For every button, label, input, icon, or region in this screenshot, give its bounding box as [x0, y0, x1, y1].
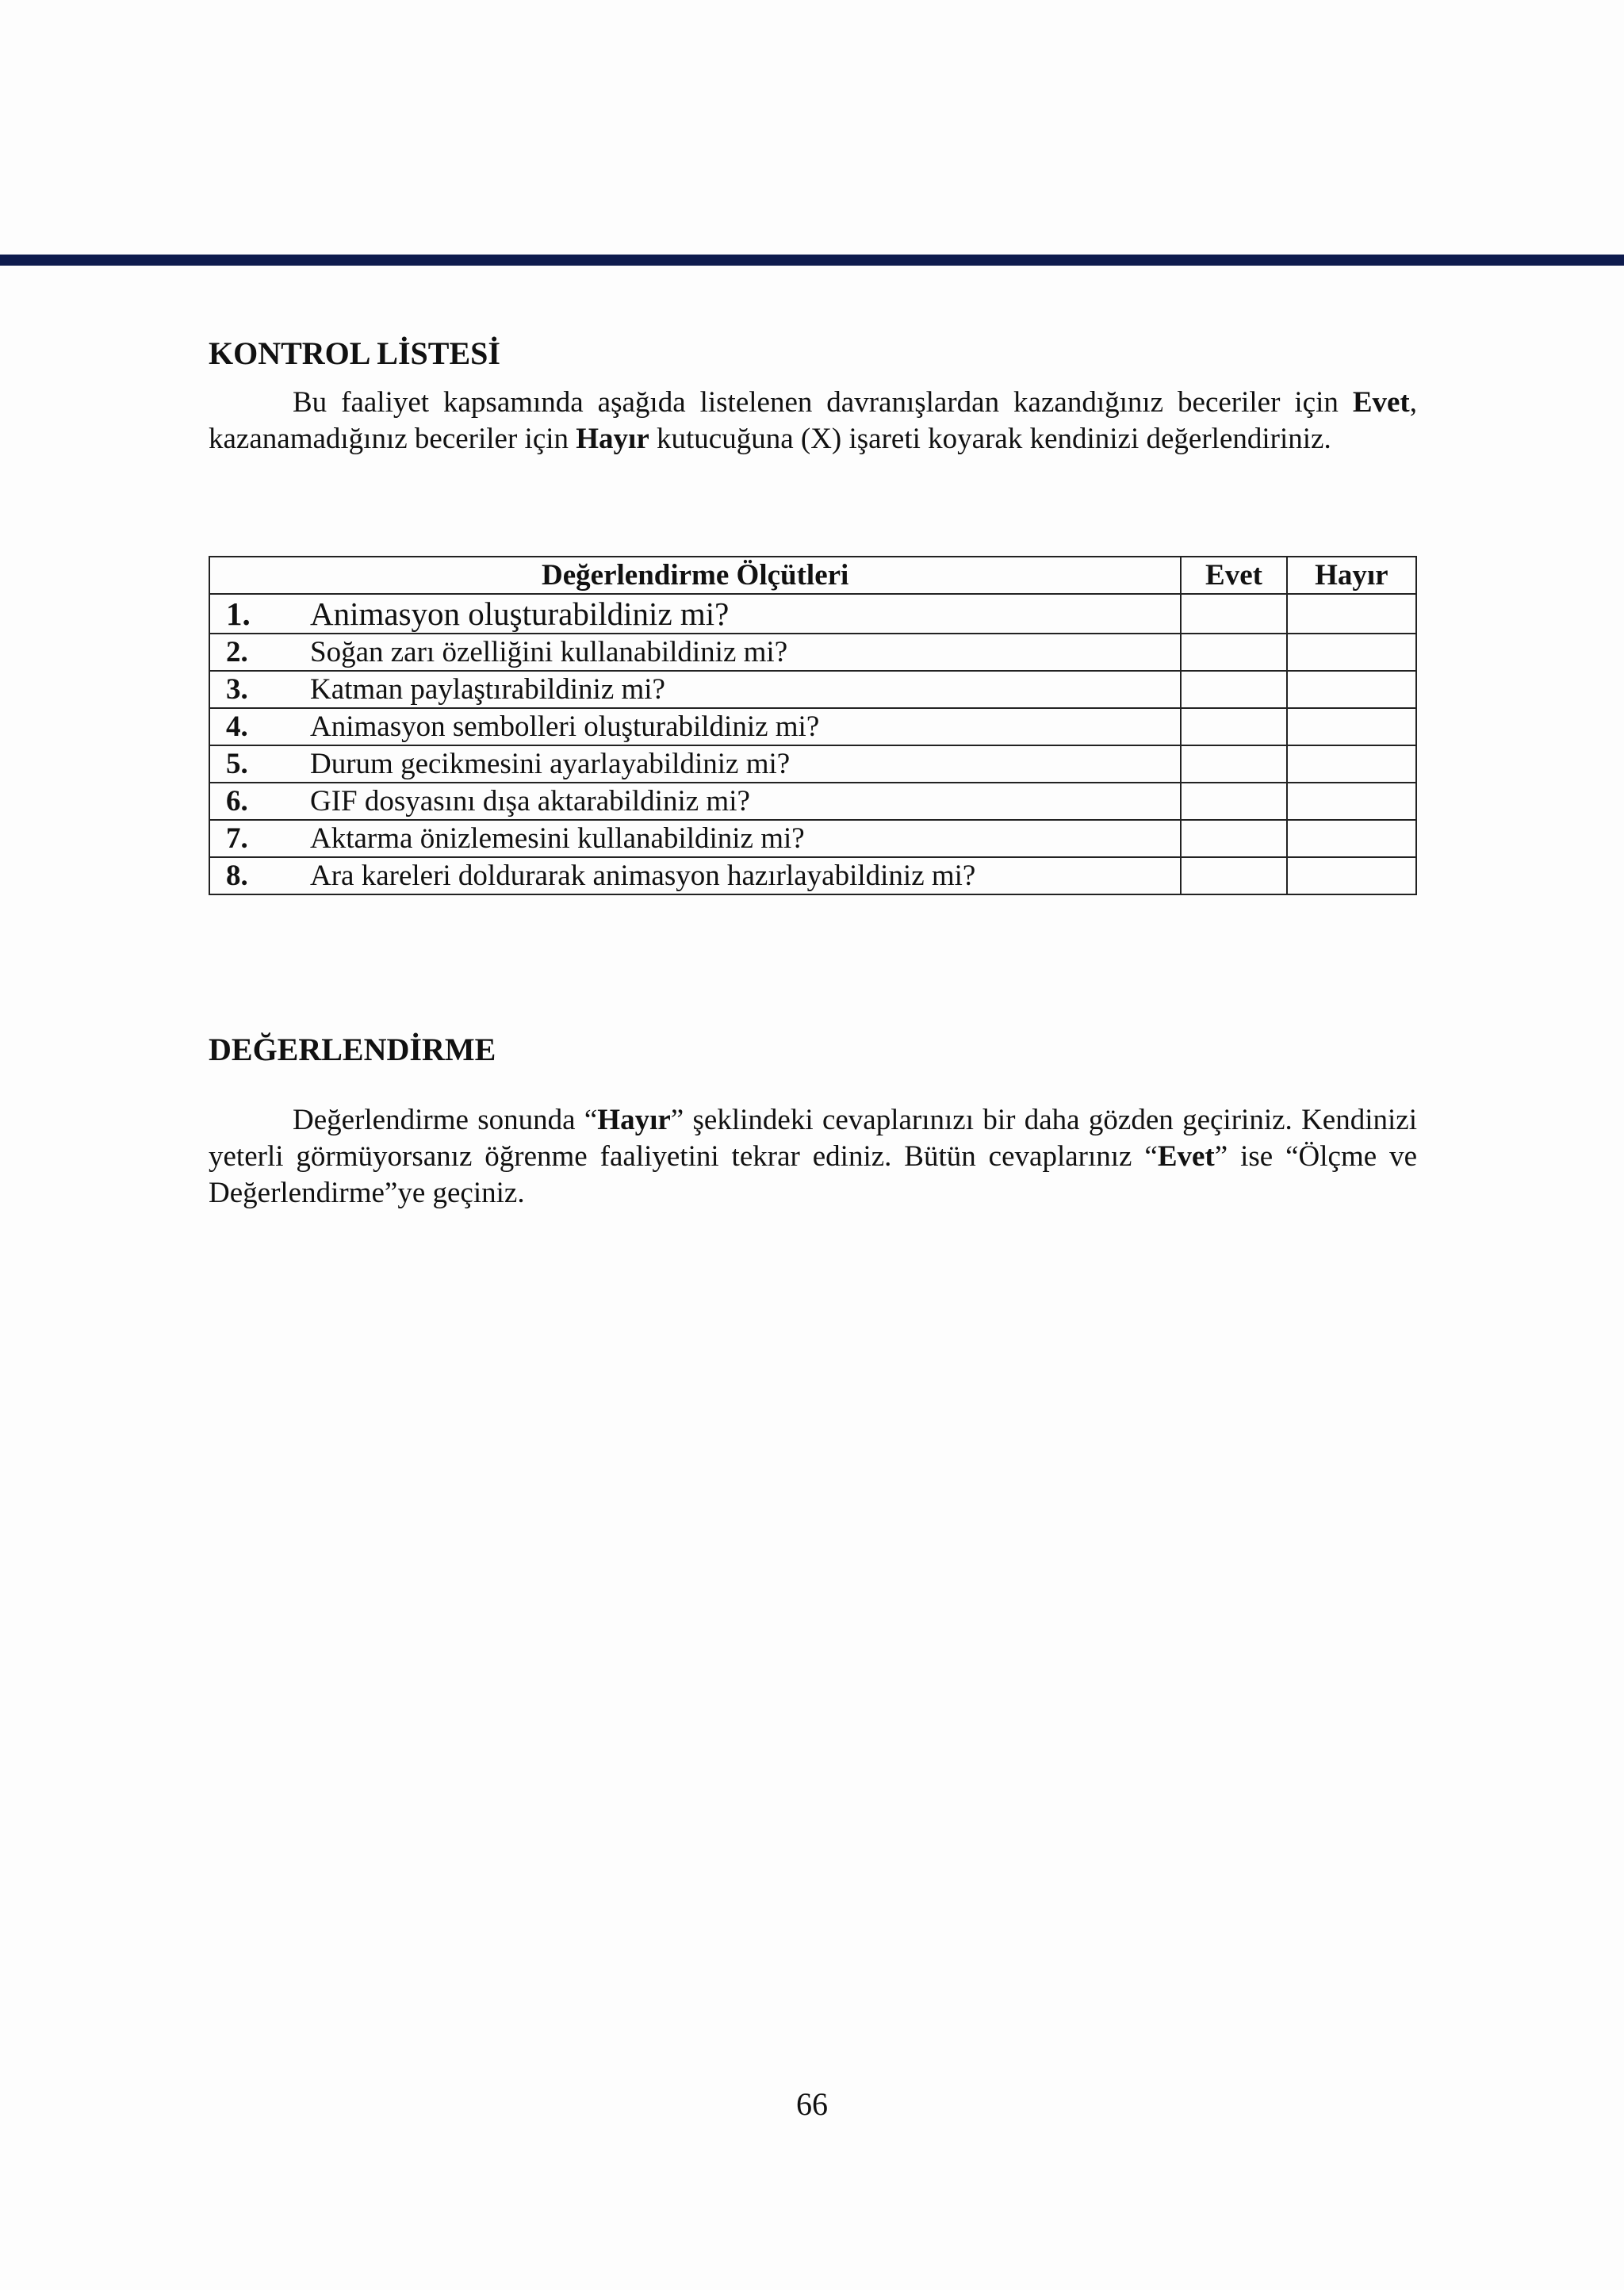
evet-checkbox-cell[interactable]	[1181, 708, 1286, 745]
degerlendirme-title: DEĞERLENDİRME	[209, 1032, 496, 1067]
evet-checkbox-cell[interactable]	[1181, 594, 1286, 634]
criteria-cell	[209, 634, 1181, 671]
degerlendirme-text-1: Değerlendirme sonunda “	[293, 1104, 598, 1136]
row-question: Durum gecikmesini ayarlayabildiniz mi?	[310, 748, 791, 780]
criteria-cell	[209, 708, 1181, 745]
page-number: 66	[796, 2086, 828, 2122]
row-number: 8.	[226, 860, 248, 892]
row-number: 5.	[226, 748, 248, 780]
evet-checkbox-cell[interactable]	[1181, 783, 1286, 820]
evet-checkbox-cell[interactable]	[1181, 634, 1286, 671]
hayir-checkbox-cell[interactable]	[1287, 634, 1416, 671]
hayir-checkbox-cell[interactable]	[1287, 671, 1416, 708]
intro-bold-hayir: Hayır	[576, 423, 649, 455]
criteria-cell	[209, 671, 1181, 708]
header-criteria: Değerlendirme Ölçütleri	[209, 557, 1181, 594]
intro-bold-evet: Evet	[1352, 386, 1410, 419]
table-row	[209, 745, 1416, 783]
checklist-table	[209, 556, 1417, 895]
hayir-checkbox-cell[interactable]	[1287, 708, 1416, 745]
degerlendirme-paragraph	[209, 1102, 1417, 1212]
intro-text-1: Bu faaliyet kapsamında aşağıda listelenen davranışlardan kazandığınız beceriler için	[293, 386, 1353, 419]
row-question: Animasyon oluşturabildiniz mi?	[310, 595, 730, 632]
degerlendirme-text-2: ” şeklindeki cevaplarınızı bir daha gözden geçiriniz. Kendinizi yeterli görmüyorsanız öğrenme faaliyetini tekrar ediniz. Bütün cevaplarınız “	[209, 1104, 1417, 1173]
hayir-checkbox-cell[interactable]	[1287, 745, 1416, 783]
kontrol-listesi-title: KONTROL LİSTESİ	[209, 335, 500, 371]
row-number: 3.	[226, 673, 248, 706]
row-question: GIF dosyasını dışa aktarabildiniz mi?	[310, 785, 750, 818]
criteria-cell	[209, 857, 1181, 894]
hayir-checkbox-cell[interactable]	[1287, 783, 1416, 820]
header-evet: Evet	[1181, 557, 1286, 594]
intro-text-2: , kazanamadığınız beceriler için	[209, 386, 1417, 455]
row-question: Animasyon sembolleri oluşturabildiniz mi?	[310, 710, 820, 743]
intro-text-3: kutucuğuna (X) işareti koyarak kendinizi değerlendiriniz.	[649, 423, 1331, 455]
row-number: 4.	[226, 710, 248, 743]
degerlendirme-bold-hayir: Hayır	[597, 1104, 671, 1136]
table-row	[209, 671, 1416, 708]
header-hayir: Hayır	[1287, 557, 1416, 594]
criteria-cell	[209, 745, 1181, 783]
criteria-cell	[209, 594, 1181, 634]
criteria-cell	[209, 820, 1181, 857]
table-row	[209, 594, 1416, 634]
header-rule	[0, 255, 1624, 266]
table-row	[209, 820, 1416, 857]
hayir-checkbox-cell[interactable]	[1287, 857, 1416, 894]
table-row	[209, 857, 1416, 894]
degerlendirme-bold-evet: Evet	[1157, 1140, 1215, 1173]
degerlendirme-text-3: ” ise “Ölçme ve Değerlendirme”ye geçiniz.	[209, 1140, 1417, 1209]
row-question: Aktarma önizlemesini kullanabildiniz mi?	[310, 822, 805, 855]
evet-checkbox-cell[interactable]	[1181, 671, 1286, 708]
row-question: Katman paylaştırabildiniz mi?	[310, 673, 665, 706]
row-question: Soğan zarı özelliğini kullanabildiniz mi?	[310, 636, 788, 668]
row-number: 7.	[226, 822, 248, 855]
evet-checkbox-cell[interactable]	[1181, 857, 1286, 894]
evet-checkbox-cell[interactable]	[1181, 745, 1286, 783]
row-question: Ara kareleri doldurarak animasyon hazırlayabildiniz mi?	[310, 860, 976, 892]
table-header-row	[209, 557, 1416, 594]
hayir-checkbox-cell[interactable]	[1287, 594, 1416, 634]
hayir-checkbox-cell[interactable]	[1287, 820, 1416, 857]
criteria-cell	[209, 783, 1181, 820]
table-row	[209, 783, 1416, 820]
row-number: 2.	[226, 636, 248, 668]
table-row	[209, 708, 1416, 745]
table-row	[209, 634, 1416, 671]
row-number: 6.	[226, 785, 248, 818]
kontrol-intro-paragraph	[209, 385, 1417, 458]
evet-checkbox-cell[interactable]	[1181, 820, 1286, 857]
row-number: 1.	[226, 595, 251, 632]
